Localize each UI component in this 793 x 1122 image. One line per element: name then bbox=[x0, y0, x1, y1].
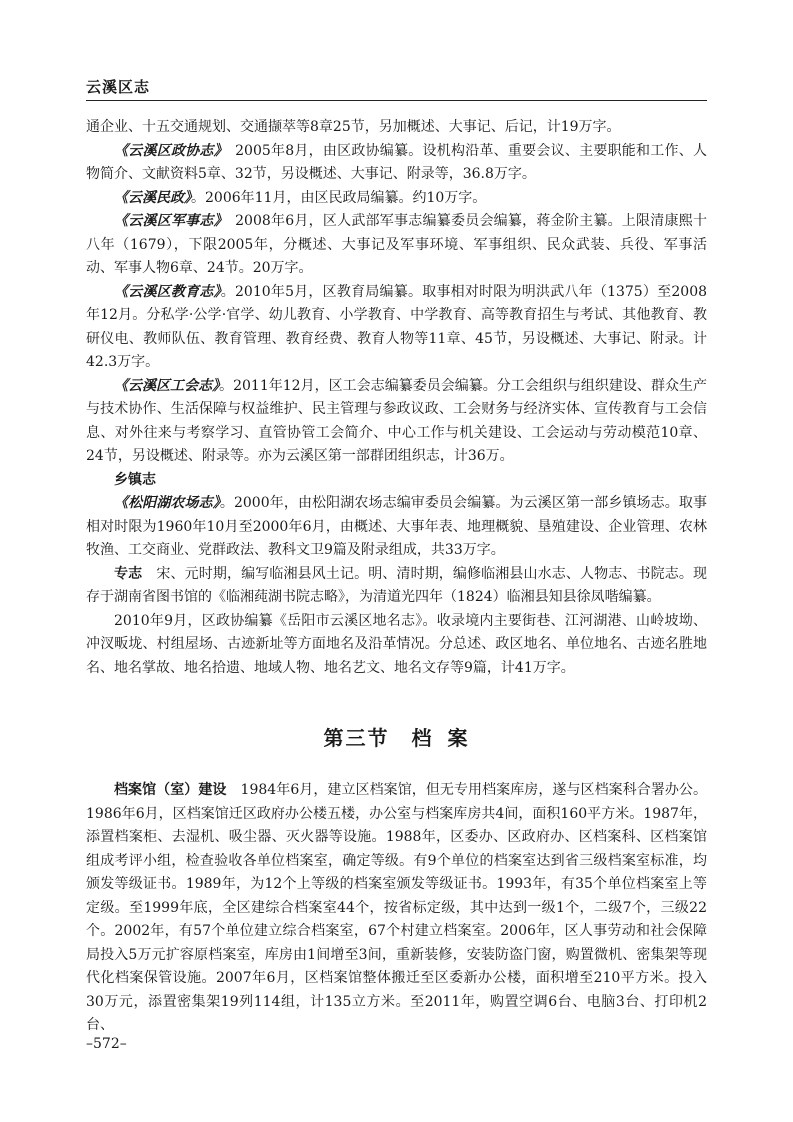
book-title: 《云溪区教育志》 bbox=[114, 283, 221, 300]
paragraph-jiaoyu-zhi: 《云溪区教育志》。2010年5月，区教育局编纂。取事相对时限为明洪武八年（1375）至2008年12月。分私学·公学·官学、幼儿教育、小学教育、中学教育、高等教育招生与考试、其他教育、教研仪电、教师队伍、教育管理、教育经费、教育人物等11章、45节，另设概述、大事记、附录。计42.3万字。 bbox=[86, 283, 708, 370]
main-text-block bbox=[86, 116, 707, 680]
inline-label: 专志 bbox=[114, 565, 143, 582]
paragraph-zhengxie-zhi: 《云溪区政协志》 2005年8月，由区政协编纂。设机构沿革、重要会议、主要职能和工作、人物简介、文献资料5章、32节，另设概述、大事记、附录等，36.8万字。 bbox=[86, 142, 707, 182]
paragraph-zhuanzhi: 专志 宋、元时期，编写临湘县风土记。明、清时期，编修临湘县山水志、人物志、书院志。现存于湖南省图书馆的《临湘莼湖书院志略》，为清道光四年（1824）临湘县知县徐凤喈编纂。 bbox=[86, 565, 708, 605]
header-rule bbox=[86, 100, 707, 101]
page-number: –572– bbox=[86, 1036, 127, 1052]
paragraph-archive-building: 档案馆（室）建设 1984年6月，建立区档案馆，但无专用档案库房，遂与区档案科合署办公。1986年6月，区档案馆迁区政府办公楼五楼，办公室与档案库房共4间，面积160平方米。1987年，添置档案柜、去湿机、吸尘器、灭火器等设施。1988年，区委办、区政府办、区档案科、区档案馆组成考评小组，检查验收各单位档案室，确定等级。有9个单位的档案室达到省三级档案室标准，均颁发等级证书。1989年，为12个上等级的档案室颁发等级证书。1993年，有35个单位档案室上等定级。至1999年底，全区建综合档案室44个，按省标定级，其中达到一级1个，二级7个，三级22个。2002年，有57个单位建立综合档案室，67个村建立档案室。2006年，区人事劳动和社会保障局投入5万元扩容原档案室，库房由1间增至3间，重新装修，安装防盗门窗，购置微机、密集架等现代化档案保管设施。2007年6月，区档案馆整体搬迁至区委新办公楼，面积增至210平方米。投入30万元，添置密集架19列114组，计135立方米。至2011年，购置空调6台、电脑3台、打印机2台、 bbox=[86, 782, 707, 1033]
paragraph-gonghui-zhi: 《云溪区工会志》。2011年12月，区工会志编纂委员会编纂。分工会组织与组织建设、群众生产与技术协作、生活保障与权益维护、民主管理与参政议政、工会财务与经济实体、宣传教育与工会信息、对外往来与考察学习、直管协管工会简介、中心工作与机关建设、工会运动与劳动模范10章、24节，另设概述、附录等。亦为云溪区第一部群团组织志，计36万。 bbox=[86, 377, 707, 464]
paragraph-junshi-zhi: 《云溪区军事志》 2008年6月，区人武部军事志编纂委员会编纂，蒋金阶主纂。上限清康熙十八年（1679），下限2005年，分概述、大事记及军事环境、军事组织、民众武装、兵役、军事活动、军事人物6章、24节。20万字。 bbox=[86, 213, 707, 276]
book-title: 《云溪区政协志》 bbox=[114, 142, 221, 159]
book-title: 《云溪区军事志》 bbox=[114, 213, 221, 229]
paragraph-songyanghu: 《松阳湖农场志》。2000年，由松阳湖农场志编审委员会编纂。为云溪区第一部乡镇场志。取事相对时限为1960年10月至2000年6月，由概述、大事年表、地理概貌、垦殖建设、企业管理、农林牧渔、工交商业、党群政法、教科文卫9篇及附录组成，共33万字。 bbox=[86, 495, 707, 558]
inline-label: 档案馆（室）建设 bbox=[114, 782, 227, 798]
paragraph-diming-zhi: 2010年9月，区政协编纂《岳阳市云溪区地名志》。收录境内主要街巷、江河湖港、山岭坡坳、冲汊畈垅、村组屋场、古迹新址等方面地名及沿革情况。分总述、政区地名、单位地名、古迹名胜地名、地名掌故、地名拾遗、地域人物、地名艺文、地名文存等9篇，计41万字。 bbox=[86, 612, 707, 676]
paragraph-continuation: 通企业、十五交通规划、交通撷萃等8章25节，另加概述、大事记、后记，计19万字。 bbox=[86, 119, 621, 135]
book-title: 《松阳湖农场志》 bbox=[114, 495, 220, 511]
archive-text-block bbox=[86, 779, 707, 1038]
running-head-title: 云溪区志 bbox=[86, 78, 151, 96]
book-title: 《云溪区工会志》 bbox=[114, 377, 220, 394]
section-heading: 第三节 档 案 bbox=[323, 726, 470, 750]
book-title: 《云溪民政》 bbox=[114, 189, 191, 206]
subheading-township: 乡镇志 bbox=[114, 471, 156, 488]
paragraph-minzheng: 《云溪民政》。2006年11月，由区民政局编纂。约10万字。 bbox=[114, 189, 487, 206]
